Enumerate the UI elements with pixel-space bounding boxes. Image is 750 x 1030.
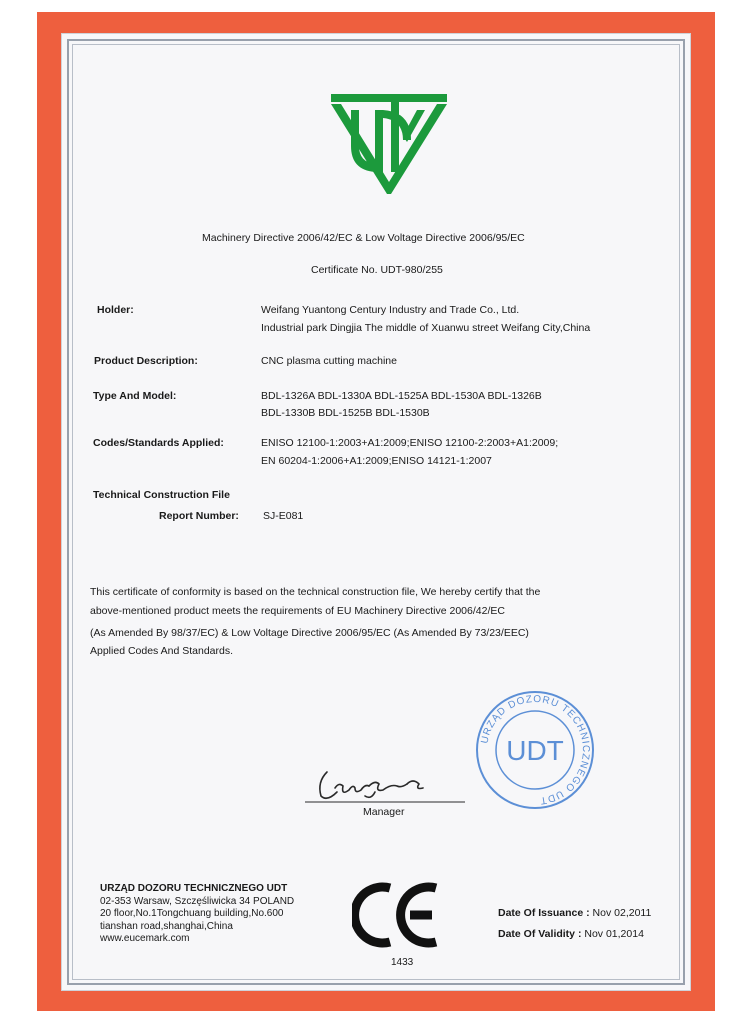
certificate-number: Certificate No. UDT-980/255 (311, 264, 443, 276)
holder-label: Holder: (97, 304, 134, 316)
type-model-label: Type And Model: (93, 390, 177, 402)
issuance-value: Nov 02,2011 (592, 907, 652, 919)
statement-line2: above-mentioned product meets the requirements of EU Machinery Directive 2006/42/EC (90, 605, 505, 617)
statement-line3: (As Amended By 98/37/EC) & Low Voltage Directive 2006/95/EC (As Amended By 73/23/EEC) (90, 627, 529, 639)
issuer-name: URZĄD DOZORU TECHNICZNEGO UDT (100, 883, 288, 894)
holder-address: Industrial park Dingjia The middle of Xuanwu street Weifang City,China (261, 322, 591, 334)
validity-row (498, 928, 644, 941)
ce-mark (352, 882, 442, 948)
validity-value: Nov 01,2014 (584, 928, 644, 940)
codes-line1: ENISO 12100-1:2003+A1:2009;ENISO 12100-2:2003+A1:2009; (261, 437, 559, 449)
issuer-website: www.eucemark.com (100, 933, 190, 944)
report-number-label: Report Number: (159, 510, 239, 522)
product-label: Product Description: (94, 355, 198, 367)
ce-number: 1433 (391, 957, 414, 968)
issuance-row (498, 907, 651, 920)
type-model-line1: BDL-1326A BDL-1330A BDL-1525A BDL-1530A BDL-1326B (261, 390, 542, 402)
directive-title: Machinery Directive 2006/42/EC & Low Voltage Directive 2006/95/EC (202, 232, 525, 244)
product-value: CNC plasma cutting machine (261, 355, 397, 367)
report-number-value: SJ-E081 (263, 510, 304, 522)
tech-file-label: Technical Construction File (93, 489, 230, 501)
issuance-label: Date Of Issuance : (498, 907, 590, 919)
type-model-line2: BDL-1330B BDL-1525B BDL-1530B (261, 407, 430, 419)
issuer-address-2: 20 floor,No.1Tongchuang building,No.600 (100, 908, 284, 919)
udt-logo (325, 90, 451, 196)
manager-label: Manager (363, 806, 405, 818)
stamp-center-text: UDT (506, 735, 564, 766)
issuer-address-3: tianshan road,shanghai,China (100, 920, 233, 932)
issuer-address-1: 02-353 Warsaw, Szczęśliwicka 34 POLAND (100, 895, 295, 907)
validity-label: Date Of Validity : (498, 928, 582, 940)
manager-signature (305, 762, 465, 808)
codes-label: Codes/Standards Applied: (93, 437, 224, 449)
udt-stamp (473, 688, 597, 812)
statement-line4: Applied Codes And Standards. (90, 645, 234, 657)
issuer-block (100, 883, 294, 946)
stamp-ring-text: URZĄD DOZORU TECHNICZNEGO UDT (479, 693, 592, 806)
codes-line2: EN 60204-1:2006+A1:2009;ENISO 14121-1:2007 (261, 455, 492, 467)
statement-line1: This certificate of conformity is based on the technical construction file, We hereby certify that the (90, 586, 541, 598)
holder-name: Weifang Yuantong Century Industry and Trade Co., Ltd. (261, 304, 520, 316)
